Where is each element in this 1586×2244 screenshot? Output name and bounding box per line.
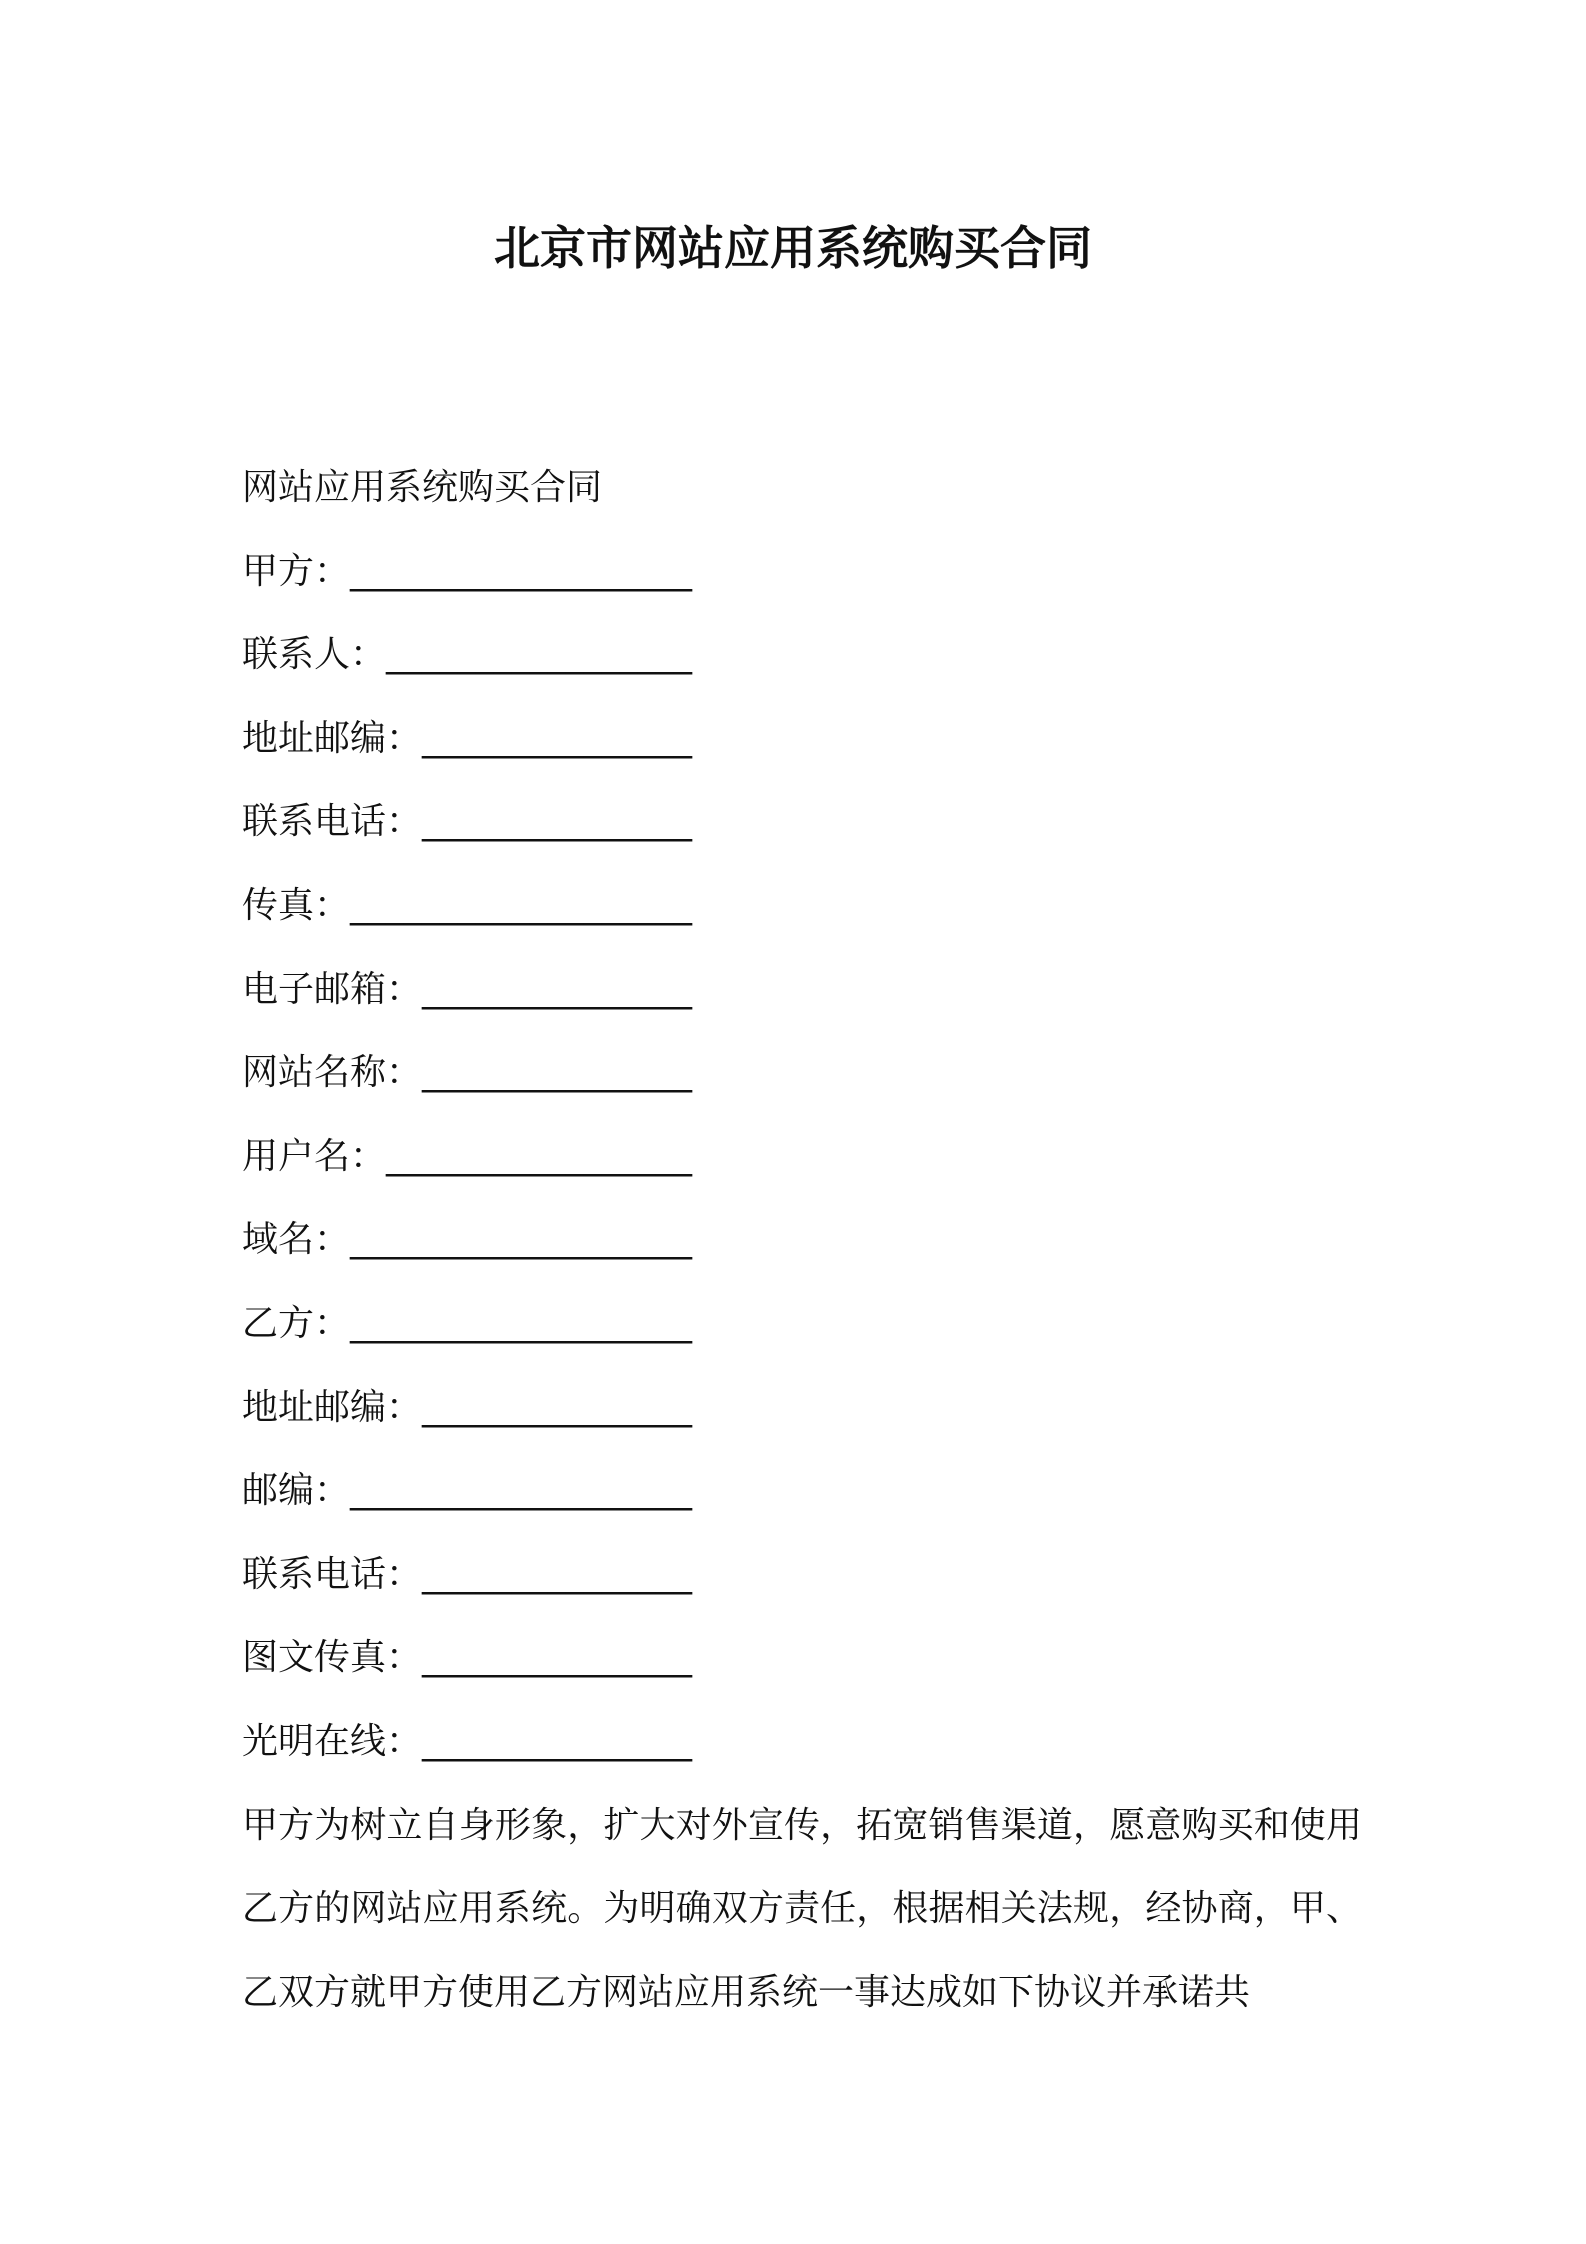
field-phone-b: 联系电话：_______________ bbox=[242, 1553, 693, 1595]
field-party-a: 甲方：___________________ bbox=[242, 550, 693, 592]
field-website-name: 网站名称：_______________ bbox=[242, 1052, 693, 1094]
field-email: 电子邮箱：_______________ bbox=[242, 968, 693, 1010]
field-fax-b: 图文传真：_______________ bbox=[242, 1637, 693, 1679]
document-body bbox=[242, 446, 1362, 2034]
field-postcode-b: 邮编：___________________ bbox=[242, 1470, 693, 1512]
field-username: 用户名：_________________ bbox=[242, 1135, 693, 1177]
field-guangming-online: 光明在线：_______________ bbox=[242, 1720, 693, 1762]
field-domain: 域名：___________________ bbox=[242, 1219, 693, 1261]
field-phone-a: 联系电话：_______________ bbox=[242, 801, 693, 843]
field-party-b: 乙方：___________________ bbox=[242, 1302, 693, 1344]
field-address-postcode-a: 地址邮编：_______________ bbox=[242, 717, 693, 759]
field-address-postcode-b: 地址邮编：_______________ bbox=[242, 1386, 693, 1428]
document-subtitle: 网站应用系统购买合同 bbox=[242, 467, 603, 508]
field-contact-person: 联系人：_________________ bbox=[242, 634, 693, 676]
document-title: 北京市网站应用系统购买合同 bbox=[494, 221, 1092, 275]
agreement-paragraph: 甲方为树立自身形象，扩大对外宣传，拓宽销售渠道，愿意购买和使用乙方的网站应用系统。为明确双方责任，根据相关法规，经协商，甲、乙双方就甲方使用乙方网站应用系统一事达成如下协议并承诺共 bbox=[242, 1804, 1362, 2013]
field-fax-a: 传真：___________________ bbox=[242, 884, 693, 926]
